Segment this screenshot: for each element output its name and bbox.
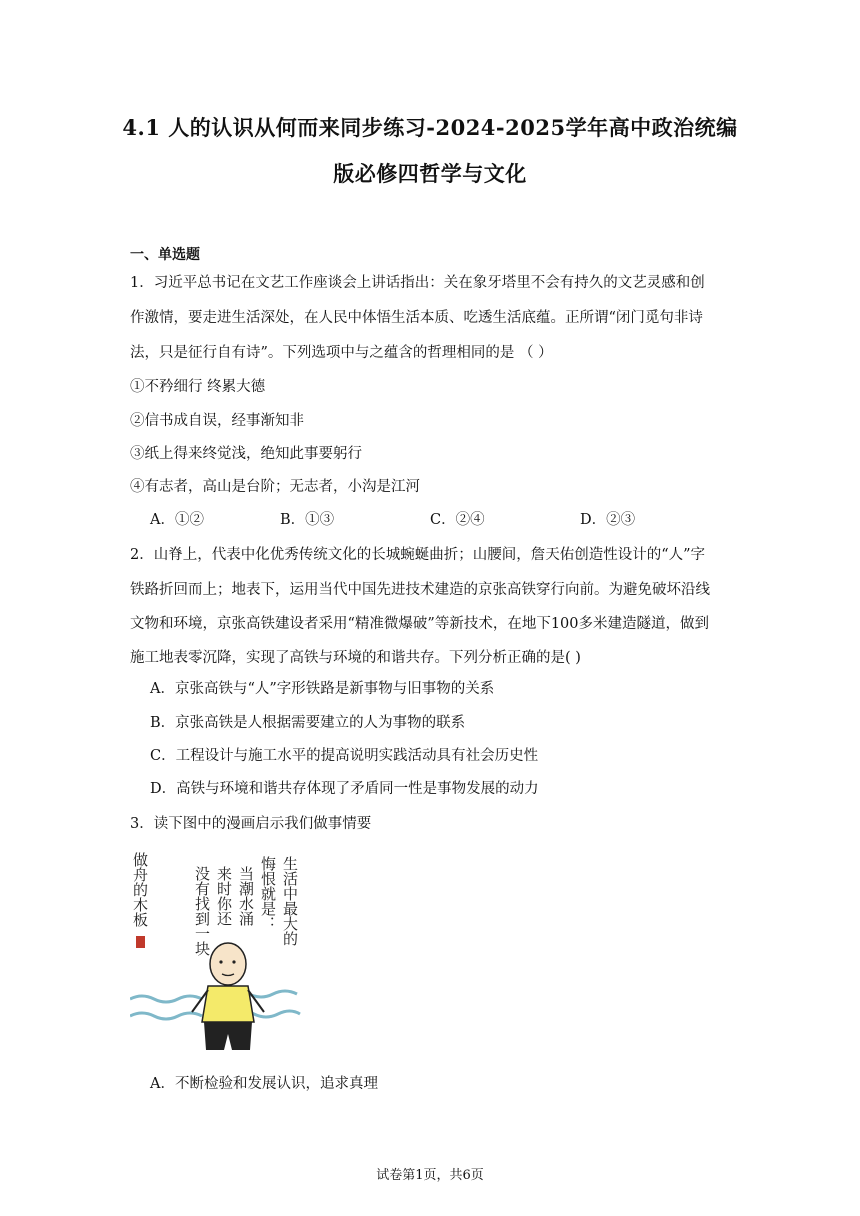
cartoon-image	[130, 844, 302, 1054]
section-heading: 一、单选题	[130, 247, 200, 263]
figure-shirt	[202, 986, 254, 1022]
cartoon-text-col4: 来时你还	[215, 866, 233, 926]
q1-option-a[interactable]: A．①②	[150, 512, 204, 528]
page-title-line2: 版必修四哲学与文化	[333, 161, 527, 186]
q2-stem-line4: 施工地表零沉降，实现了高铁与环境的和谐共存。下列分析正确的是( )	[130, 650, 581, 666]
q1-statement-2: ②信书成自误，经事渐知非	[130, 413, 304, 429]
q2-option-d[interactable]: D．高铁与环境和谐共存体现了矛盾同一性是事物发展的动力	[150, 781, 539, 797]
q1-option-c[interactable]: C．②④	[430, 512, 485, 528]
cartoon-text-col5: 没有找到一块	[193, 866, 211, 956]
cartoon-text-col1: 生活中最大的	[281, 856, 299, 946]
q1-statement-1: ①不矜细行 终累大德	[130, 379, 266, 395]
q1-stem-line1: 1．习近平总书记在文艺工作座谈会上讲话指出：关在象牙塔里不会有持久的文艺灵感和创	[130, 275, 705, 291]
q1-stem-line3: 法，只是征行自有诗”。下列选项中与之蕴含的哲理相同的是 （ ）	[130, 345, 553, 361]
q1-option-b[interactable]: B．①③	[280, 512, 335, 528]
q2-stem-line2: 铁路折回而上；地表下，运用当代中国先进技术建造的京张高铁穿行向前。为避免破坏沿线	[130, 582, 710, 598]
q2-option-a[interactable]: A．京张高铁与“人”字形铁路是新事物与旧事物的关系	[150, 681, 495, 697]
cartoon-text-col2: 悔恨就是：	[259, 856, 277, 931]
q3-stem-line1: 3．读下图中的漫画启示我们做事情要	[130, 816, 372, 832]
q1-statement-4: ④有志者，高山是台阶；无志者，小沟是江河	[130, 479, 420, 495]
page-footer: 试卷第1页，共6页	[376, 1168, 484, 1183]
figure-head	[210, 943, 246, 985]
page-title-line1: 4.1 人的认识从何而来同步练习-2024-2025学年高中政治统编	[122, 115, 738, 140]
figure-pants	[204, 1022, 252, 1050]
cartoon-text-col6: 做舟的木板	[131, 852, 149, 927]
cartoon-text-col3: 当潮水涌	[237, 866, 255, 926]
q2-option-c[interactable]: C．工程设计与施工水平的提高说明实践活动具有社会历史性	[150, 748, 539, 764]
q2-stem-line3: 文物和环境，京张高铁建设者采用“精准微爆破”等新技术，在地下100多米建造隧道，做到	[130, 616, 709, 632]
q2-stem-line1: 2．山脊上，代表中化优秀传统文化的长城蜿蜒曲折；山腰间，詹天佑创造性设计的“人”字	[130, 547, 706, 563]
seal-stamp	[136, 936, 145, 948]
q1-option-d[interactable]: D．②③	[580, 512, 636, 528]
q1-statement-3: ③纸上得来终觉浅，绝知此事要躬行	[130, 446, 362, 462]
q1-stem-line2: 作激情，要走进生活深处，在人民中体悟生活本质、吃透生活底蕴。正所谓“闭门觅句非诗	[130, 310, 703, 326]
q2-option-b[interactable]: B．京张高铁是人根据需要建立的人为事物的联系	[150, 715, 466, 731]
q3-option-a[interactable]: A．不断检验和发展认识，追求真理	[150, 1076, 378, 1092]
